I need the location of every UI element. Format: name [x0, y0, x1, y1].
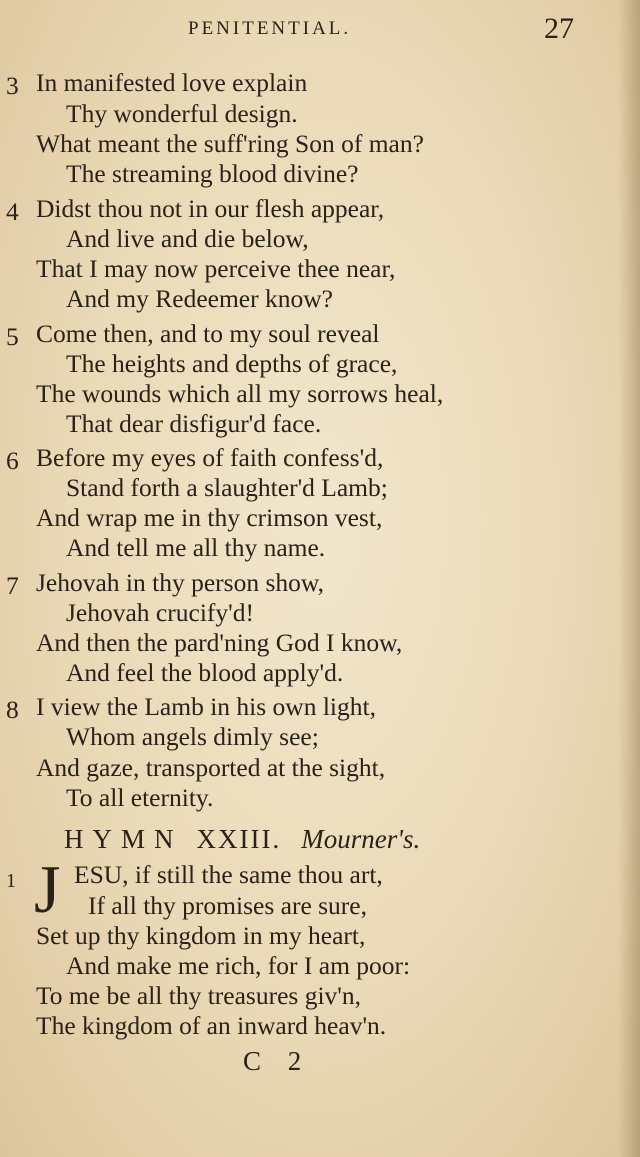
- verse-number: 1: [6, 870, 16, 892]
- hymn-label: HYMN: [64, 824, 183, 854]
- verse-line: To all eternity.: [66, 783, 214, 812]
- verse-line: What meant the suff'ring Son of man?: [36, 129, 424, 158]
- verse-line: Stand forth a slaughter'd Lamb;: [66, 473, 388, 502]
- verse-line: And gaze, transported at the sight,: [36, 753, 386, 782]
- verse-line: And live and die below,: [66, 224, 309, 253]
- verse-line: That I may now perceive thee near,: [36, 254, 396, 283]
- verse-number: 6: [6, 446, 19, 475]
- verse-line: ESU, if still the same thou art,: [74, 860, 383, 889]
- page-gutter-shadow: [618, 0, 640, 1157]
- signature-mark: C 2: [243, 1046, 312, 1076]
- verse-line: I view the Lamb in his own light,: [36, 692, 376, 721]
- page-number: 27: [544, 12, 574, 45]
- verse-line: If all thy promises are sure,: [88, 891, 367, 920]
- verse-line: To me be all thy treasures giv'n,: [36, 981, 362, 1010]
- verse-line: The kingdom of an inward heav'n.: [36, 1011, 387, 1040]
- verse-line: Set up thy kingdom in my heart,: [36, 921, 366, 950]
- hymn-title: [64, 822, 420, 856]
- verse-line: That dear disfigur'd face.: [66, 409, 322, 438]
- verse-line: Whom angels dimly see;: [66, 722, 319, 751]
- verse-number: 7: [6, 571, 19, 600]
- verse-line: And feel the blood apply'd.: [66, 658, 344, 687]
- verse-line: And my Redeemer know?: [66, 284, 333, 313]
- verse-line: And wrap me in thy crimson vest,: [36, 503, 383, 532]
- verse-line: Come then, and to my soul reveal: [36, 319, 380, 348]
- verse-number: 3: [6, 71, 19, 100]
- verse-line: And then the pard'ning God I know,: [36, 628, 403, 657]
- verse-line: Jehovah in thy person show,: [36, 568, 325, 597]
- verse-line: Didst thou not in our flesh appear,: [36, 194, 385, 223]
- verse-line: Before my eyes of faith confess'd,: [36, 443, 384, 472]
- verse-line: And tell me all thy name.: [66, 533, 326, 562]
- hymn-number: XXIII.: [196, 824, 282, 854]
- verse-number: 4: [6, 197, 19, 226]
- verse-number: 8: [6, 695, 19, 724]
- verse-number: 5: [6, 322, 19, 351]
- verse-line: The heights and depths of grace,: [66, 349, 398, 378]
- hymn-category: Mourner's.: [301, 824, 421, 854]
- verse-line: The wounds which all my sorrows heal,: [36, 379, 444, 408]
- running-head: PENITENTIAL.: [188, 18, 352, 39]
- verse-line: The streaming blood divine?: [66, 159, 359, 188]
- verse-line: Thy wonderful design.: [66, 99, 298, 128]
- page-header: [0, 8, 640, 48]
- verse-line: In manifested love explain: [36, 68, 308, 97]
- verse-line: Jehovah crucify'd!: [66, 598, 254, 627]
- verse-line: And make me rich, for I am poor:: [66, 951, 411, 980]
- drop-cap: J: [34, 851, 61, 927]
